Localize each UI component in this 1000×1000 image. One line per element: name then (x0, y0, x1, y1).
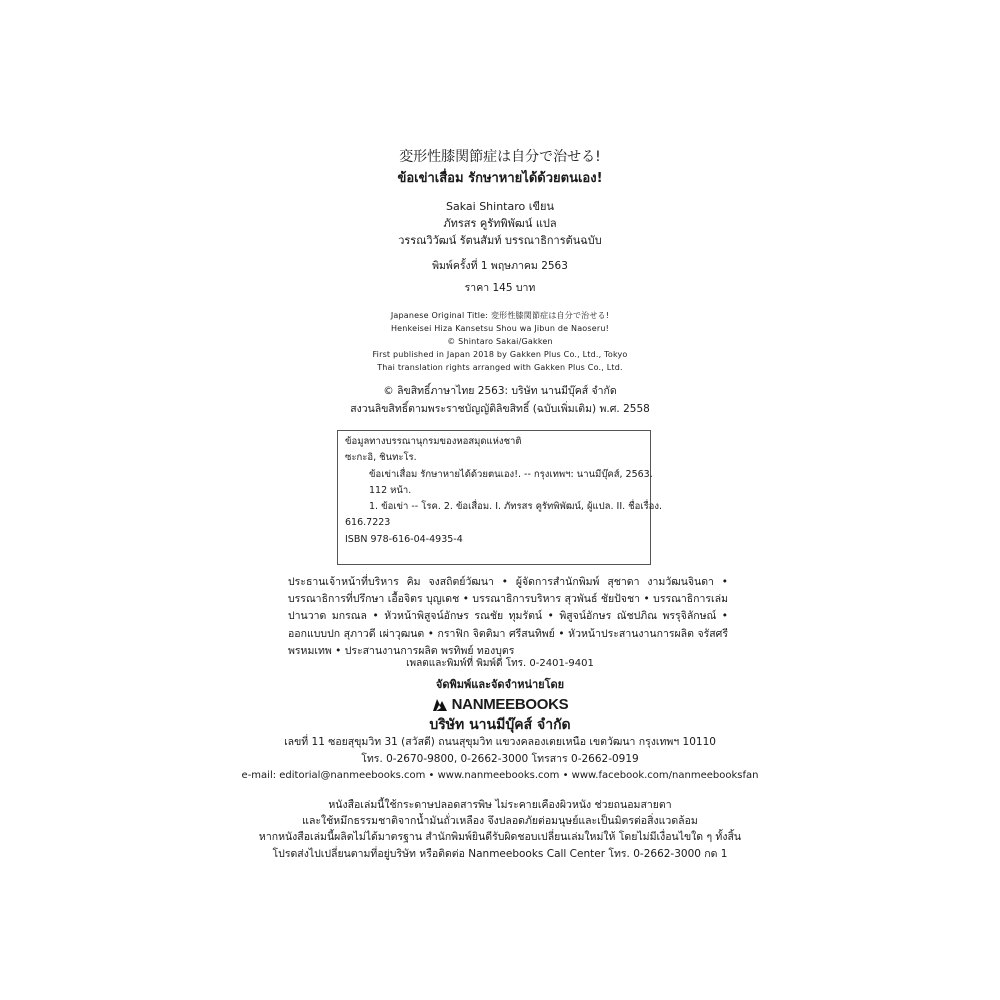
catalog-pages: 112 หน้า. (369, 484, 412, 496)
thai-title: ข้อเข่าเสื่อม รักษาหายได้ด้วยตนเอง! (397, 171, 603, 186)
company-address (250, 734, 750, 768)
cataloging-data-box (337, 430, 663, 565)
contact-links: e-mail: editorial@nanmeebooks.com • www.nanmeebooks.com • www.facebook.com/nanmeebooksfan (241, 770, 759, 781)
price: ราคา 145 บาท (464, 282, 536, 294)
thai-copyright: © ลิขสิทธิ์ภาษาไทย 2563: บริษัท นานมีบุ๊คส์ จำกัด สงวนลิขสิทธิ์ตามพระราชบัญญัติลิขสิทธิ์ (ฉบับเพิ่มเติม) พ.ศ. 2558 (350, 385, 650, 415)
japanese-title: 変形性膝関節症は自分で治せる! (399, 149, 601, 165)
printing-edition: พิมพ์ครั้งที่ 1 พฤษภาคม 2563 (432, 260, 568, 272)
catalog-subjects: 1. ข้อเข่า -- โรค. 2. ข้อเสื่อม. I. ภัทรสร คูรัทพิพัฒน์, ผู้แปล. II. ชื่อเรื่อง. (369, 501, 663, 513)
credits-block (250, 198, 750, 249)
company-name: บริษัท นานมีบุ๊คส์ จำกัด (429, 717, 571, 733)
original-title-romaji: Henkeisei Hiza Kansetsu Shou wa Jibun de Naoseru! (390, 324, 610, 333)
nanmeebooks-logo (425, 693, 575, 715)
first-published: First published in Japan 2018 by Gakken Plus Co., Ltd., Tokyo (372, 350, 628, 359)
editor-credit: วรรณวิวัฒน์ รัตนสัมท์ บรรณาธิการต้นฉบับ (398, 234, 602, 247)
translation-rights: Thai translation rights arranged with Gakken Plus Co., Ltd. (377, 363, 623, 372)
translator-credit: ภัทรสร คูรัทพิพัฒน์ แปล (443, 217, 557, 230)
nanmee-logo-icon (432, 696, 448, 712)
catalog-author: ซะกะอิ, ชินทะโร. (345, 452, 417, 464)
original-title-line: Japanese Original Title: 変形性膝関節症は自分で治せる! (390, 311, 610, 320)
catalog-isbn: ISBN 978-616-04-4935-4 (345, 533, 463, 545)
catalog-classification: 616.7223 (345, 517, 391, 529)
distribution-label: จัดพิมพ์และจัดจำหน่ายโดย (435, 678, 565, 691)
catalog-heading: ข้อมูลทางบรรณานุกรมของหอสมุดแห่งชาติ (345, 436, 522, 447)
printer-info: เพลตและพิมพ์ที่ พิมพ์ดี โทร. 0-2401-9401 (406, 658, 594, 669)
replacement-notice: หากหนังสือเล่มนี้ผลิตไม่ได้มาตรฐาน สำนักพิมพ์ยินดีรับผิดชอบเปลี่ยนเล่มใหม่ให้ โดยไม่มีเงื่อนไขใด ๆ ทั้งสิ้น โปรดส่งไปเปลี่ยนตามที่อยู่บริษัท หรือติดต่อ Nanmeebooks Call Center โทร. 0-2662-3000 กด 1 (258, 831, 742, 860)
eco-statement: หนังสือเล่มนี้ใช้กระดาษปลอดสารพิษ ไม่ระคายเคืองผิวหนัง ช่วยถนอมสายตา และใช้หมึกธรรมชาติจากน้ำมันถั่วเหลือง จึงปลอดภัยต่อมนุษย์และเป็นมิตรต่อสิ่งแวดล้อม (302, 799, 698, 827)
address-line: เลขที่ 11 ซอยสุขุมวิท 31 (สวัสดี) ถนนสุขุมวิท แขวงคลองเตยเหนือ เขตวัฒนา กรุงเทพฯ 10110 (284, 736, 716, 748)
phone-line: โทร. 0-2670-9800, 0-2662-3000 โทรสาร 0-2662-0919 (361, 753, 639, 765)
author-credit: Sakai Shintaro เขียน (446, 200, 554, 213)
staff-list: ประธานเจ้าหน้าที่บริหาร คิม จงสถิตย์วัฒนา • ผู้จัดการสำนักพิมพ์ สุชาดา งามวัฒนจินดา • บรรณาธิการที่ปรึกษา เอื้อจิตร บุญเดช • บรรณาธิการบริหาร สุวพันธ์ ชัยปัจชา • บรรณาธิการเล่ม ปานวาด มกรณล • หัวหน้าพิสูจน์อักษร รณชัย ทุมรัตน์ • พิสูจน์อักษร ณัชปภิณ พรรุจิลักษณ์ • ออกแบบปก สุภาวดี เผ่าวุฒนต • กราฟิก จิตติมา ศรีสนทิพย์ • หัวหน้าประสานงานการผลิต จรัสศรี พรหมเทพ • ประสานงานการผลิต พรทิพย์ ทองบุตร (288, 576, 728, 657)
original-copyright: © Shintaro Sakai/Gakken (447, 337, 553, 346)
original-title-info (250, 309, 750, 374)
catalog-entry: ข้อเข่าเสื่อม รักษาหายได้ด้วยตนเอง!. -- กรุงเทพฯ: นานมีบุ๊คส์, 2563. (369, 468, 653, 480)
logo-wordmark: NANMEEBOOKS (451, 695, 569, 713)
